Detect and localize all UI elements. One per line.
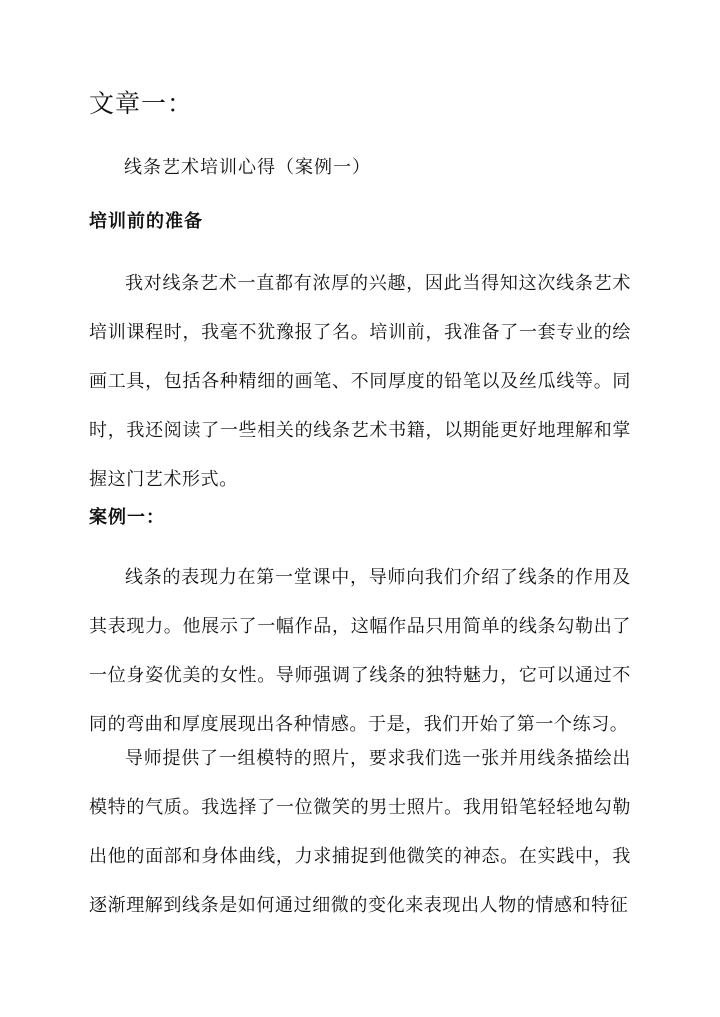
paragraph-preparation: 我对线条艺术一直都有浓厚的兴趣，因此当得知这次线条艺术培训课程时，我毫不犹豫报了名。培训前，我准备了一套专业的绘画工具，包括各种精细的画笔、不同厚度的铅笔以及丝瓜线等。同时，我还阅读了一些相关的线条艺术书籍，以期能更好地理解和掌握这门艺术形式。 xyxy=(89,273,631,490)
document-title: 文章一： xyxy=(89,89,194,118)
paragraph-line-expressiveness: 线条的表现力在第一堂课中，导师向我们介绍了线条的作用及其表现力。他展示了一幅作品，这幅作品只用简单的线条勾勒出了一位身姿优美的女性。导师强调了线条的独特魅力，它可以通过不同的弯曲和厚度展现出各种情感。于是，我们开始了第一个练习。 xyxy=(89,567,631,735)
document-subtitle: 线条艺术培训心得（案例一） xyxy=(124,157,371,178)
section-heading-preparation: 培训前的准备 xyxy=(89,211,203,232)
paragraph-model-exercise: 导师提供了一组模特的照片，要求我们选一张并用线条描绘出模特的气质。我选择了一位微笑的男士照片。我用铅笔轻轻地勾勒出他的面部和身体曲线，力求捕捉到他微笑的神态。在实践中，我逐渐理解到线条是如何通过细微的变化来表现出人物的情感和特征 xyxy=(89,748,631,916)
section-heading-case-one: 案例一： xyxy=(89,507,165,528)
